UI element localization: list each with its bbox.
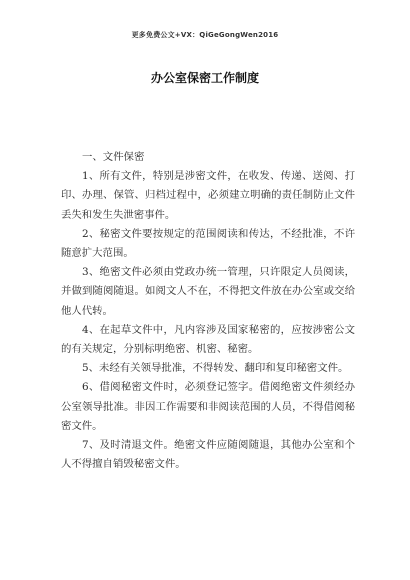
paragraph-5: 5、未经有关领导批准，不得转发、翻印和复印秘密文件。	[82, 362, 349, 375]
header-note: 更多免费公文+VX：QiGeGongWen2016	[131, 31, 279, 39]
paragraph-6: 6、借阅秘密文件时，必须登记签字。借阅绝密文件须经办公室领导批准。非因工作需要和非阅读范围的人员，不得借阅秘密文件。	[61, 381, 355, 432]
paragraph-3: 3、绝密文件必须由党政办统一管理，只许限定人员阅读，并做到随阅随退。如阅文人不在，不得把文件放在办公室或交给他人代转。	[61, 266, 355, 317]
paragraph-7: 7、及时清退文件。绝密文件应随阅随退，其他办公室和个人不得擅自销毁秘密文件。	[61, 439, 355, 471]
section-heading: 一、文件保密	[82, 151, 145, 163]
document-title: 办公室保密工作制度	[150, 71, 259, 85]
paragraph-4: 4、在起草文件中，凡内容涉及国家秘密的，应按涉密公文的有关规定，分别标明绝密、机密、秘密。	[61, 323, 355, 356]
paragraph-1: 1、所有文件，特别是涉密文件，在收发、传递、送阅、打印、办理、保管、归档过程中，必须建立明确的责任制防止文件丢失和发生失泄密事件。	[61, 170, 355, 221]
paragraph-2: 2、秘密文件要按规定的范围阅读和传达，不经批准，不许随意扩大范围。	[61, 227, 355, 260]
document-body	[61, 148, 355, 474]
